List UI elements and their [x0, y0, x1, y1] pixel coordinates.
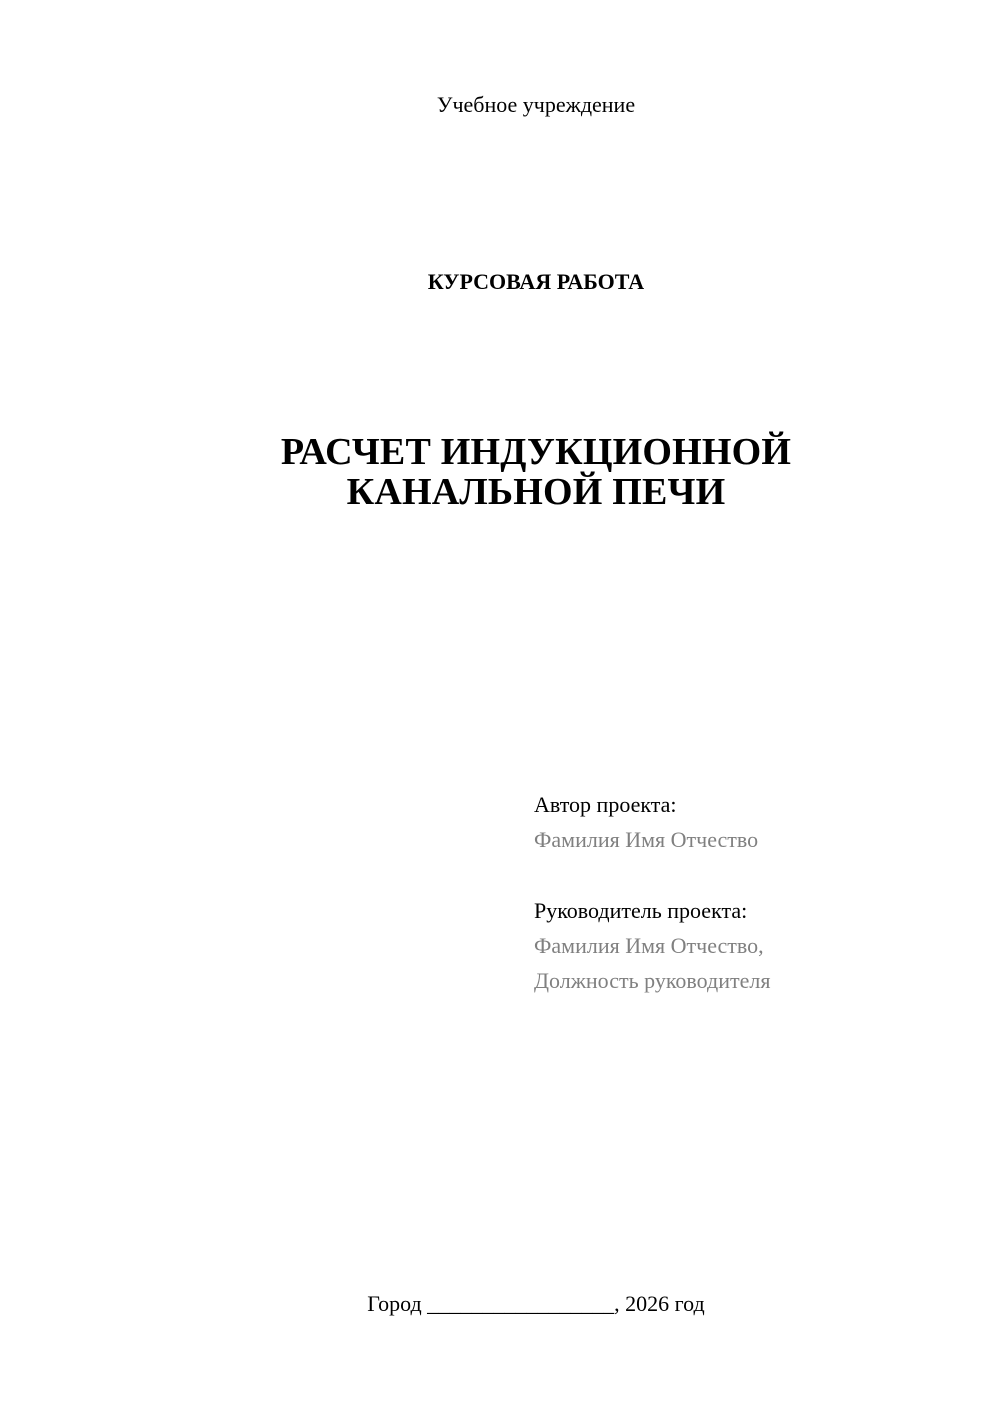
- credits-block: [534, 787, 974, 998]
- city-year-footer: Город _________________, 2026 год: [367, 1291, 705, 1316]
- document-title: [0, 432, 1000, 512]
- supervisor-label: Руководитель проекта:: [534, 898, 748, 923]
- credits-spacer: [534, 857, 974, 893]
- supervisor-position: Должность руководителя: [534, 968, 771, 993]
- title-line-1: РАСЧЕТ ИНДУКЦИОННОЙ: [280, 431, 792, 473]
- author-label: Автор проекта:: [534, 792, 677, 817]
- supervisor-name: Фамилия Имя Отчество,: [534, 933, 764, 958]
- title-line-2: КАНАЛЬНОЙ ПЕЧИ: [346, 471, 726, 513]
- work-type-heading: КУРСОВАЯ РАБОТА: [427, 269, 645, 294]
- institution-name: Учебное учреждение: [436, 92, 636, 117]
- author-name: Фамилия Имя Отчество: [534, 827, 759, 852]
